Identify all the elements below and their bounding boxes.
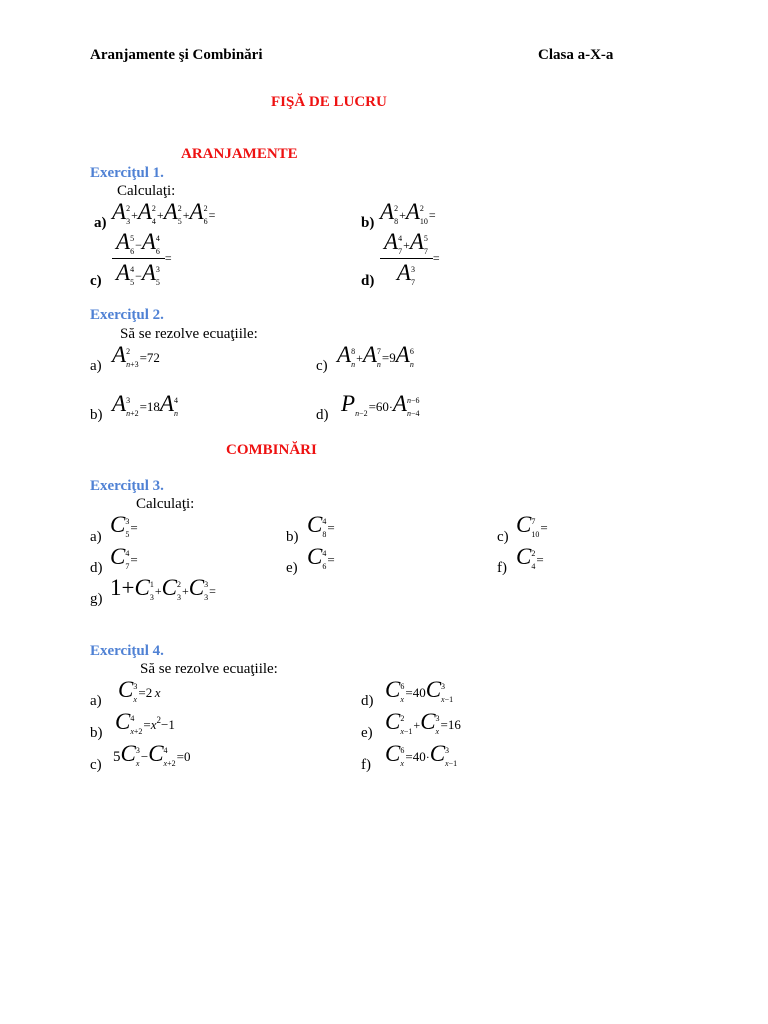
ex2-b-coef: 18 — [146, 399, 160, 414]
ex4-a-coef: 2 — [145, 685, 153, 700]
ex1-c-formula: A 5 6 −A 4 6 A 4 5 −A 3 5 = — [112, 230, 172, 287]
ex4-d-formula: C 6 x =40C 3 x−1 — [385, 677, 454, 705]
exercise-3-instruction: Calculaţi: — [136, 496, 195, 512]
ex3-e-formula: C 4 6 = — [307, 544, 335, 572]
ex1-c-label: c) — [90, 273, 102, 289]
exercise-2-instruction: Să se rezolve ecuaţiile: — [120, 326, 258, 342]
ex3-c-formula: C 7 10 = — [516, 512, 548, 540]
ex2-d-coef: 60 — [375, 399, 389, 414]
ex2-a-formula: A 2 n+3 =72 — [112, 342, 160, 370]
ex3-a-label: a) — [90, 529, 102, 545]
ex4-e-rhs: 16 — [447, 717, 461, 732]
ex4-a-label: a) — [90, 693, 102, 709]
exercise-1-instruction: Calculaţi: — [117, 183, 176, 199]
ex2-c-label: c) — [316, 358, 328, 374]
ex1-b-formula: A 2 8 +A 2 10 = — [380, 199, 436, 227]
ex1-a-label: a) — [94, 215, 107, 231]
ex2-c-coef: 9 — [389, 350, 396, 365]
ex4-d-label: d) — [361, 693, 374, 709]
section-arrangements-title: ARANJAMENTE — [181, 146, 298, 162]
exercise-4-instruction: Să se rezolve ecuaţiile: — [140, 661, 278, 677]
section-combinations-title: COMBINĂRI — [226, 442, 317, 458]
ex4-e-label: e) — [361, 725, 373, 741]
ex2-c-formula: A 8 n +A 7 n =9A 6 n — [337, 342, 414, 370]
ex3-g-label: g) — [90, 591, 103, 607]
ex3-c-label: c) — [497, 529, 509, 545]
ex4-c-formula: 5C 3 x −C 4 x+2 =0 — [113, 741, 191, 769]
exercise-4-title: Exerciţul 4. — [90, 643, 164, 659]
exercise-2-title: Exerciţul 2. — [90, 307, 164, 323]
ex3-g-formula: 1+C 1 3 +C 2 3 +C 3 3 = — [110, 575, 216, 603]
ex1-d-label: d) — [361, 273, 375, 289]
ex1-b-label: b) — [361, 215, 375, 231]
ex2-b-formula: A 3 n+2 =18A 4 n — [112, 391, 178, 419]
ex4-e-formula: C 2 x−1 +C 3 x =16 — [385, 709, 461, 737]
ex2-a-label: a) — [90, 358, 102, 374]
ex4-a-formula: C 3 x =2 x — [118, 677, 161, 705]
ex2-a-rhs: 72 — [146, 350, 160, 365]
header-title: Aranjamente şi Combinări — [90, 47, 263, 63]
ex4-d-coef: 40 — [412, 685, 426, 700]
ex3-d-formula: C 4 7 = — [110, 544, 138, 572]
exercise-3-title: Exerciţul 3. — [90, 478, 164, 494]
ex1-a-formula: A 2 3 +A 2 4 +A 2 5 +A 2 6 = — [112, 199, 216, 227]
ex2-b-label: b) — [90, 407, 103, 423]
ex3-f-formula: C 2 4 = — [516, 544, 544, 572]
ex4-c-coef: 5 — [113, 749, 121, 765]
ex3-b-formula: C 4 8 = — [307, 512, 335, 540]
ex3-b-label: b) — [286, 529, 299, 545]
ex4-b-formula: C 4 x+2 $=x^2-1$ — [115, 709, 175, 737]
ex3-f-label: f) — [497, 560, 507, 576]
ex1-d-formula: A 4 7 +A 5 7 A 3 7 = — [380, 230, 440, 287]
ex4-f-formula: C 6 x =40·C 3 x−1 — [385, 741, 458, 769]
ex3-e-label: e) — [286, 560, 298, 576]
ex3-g-constant: 1 — [110, 575, 122, 600]
ex4-f-coef: 40 — [412, 749, 426, 764]
ex2-d-label: d) — [316, 407, 329, 423]
ex2-d-formula: P n−2 =60·A n−6 n−4 — [341, 391, 420, 419]
ex4-b-label: b) — [90, 725, 103, 741]
ex3-a-formula: C 3 5 = — [110, 512, 138, 540]
ex4-f-label: f) — [361, 757, 371, 773]
exercise-1-title: Exerciţul 1. — [90, 165, 164, 181]
ex3-d-label: d) — [90, 560, 103, 576]
ex4-c-label: c) — [90, 757, 102, 773]
worksheet-title: FIŞĂ DE LUCRU — [271, 94, 387, 110]
ex4-c-rhs: 0 — [183, 749, 191, 764]
header-class: Clasa a-X-a — [538, 47, 614, 63]
